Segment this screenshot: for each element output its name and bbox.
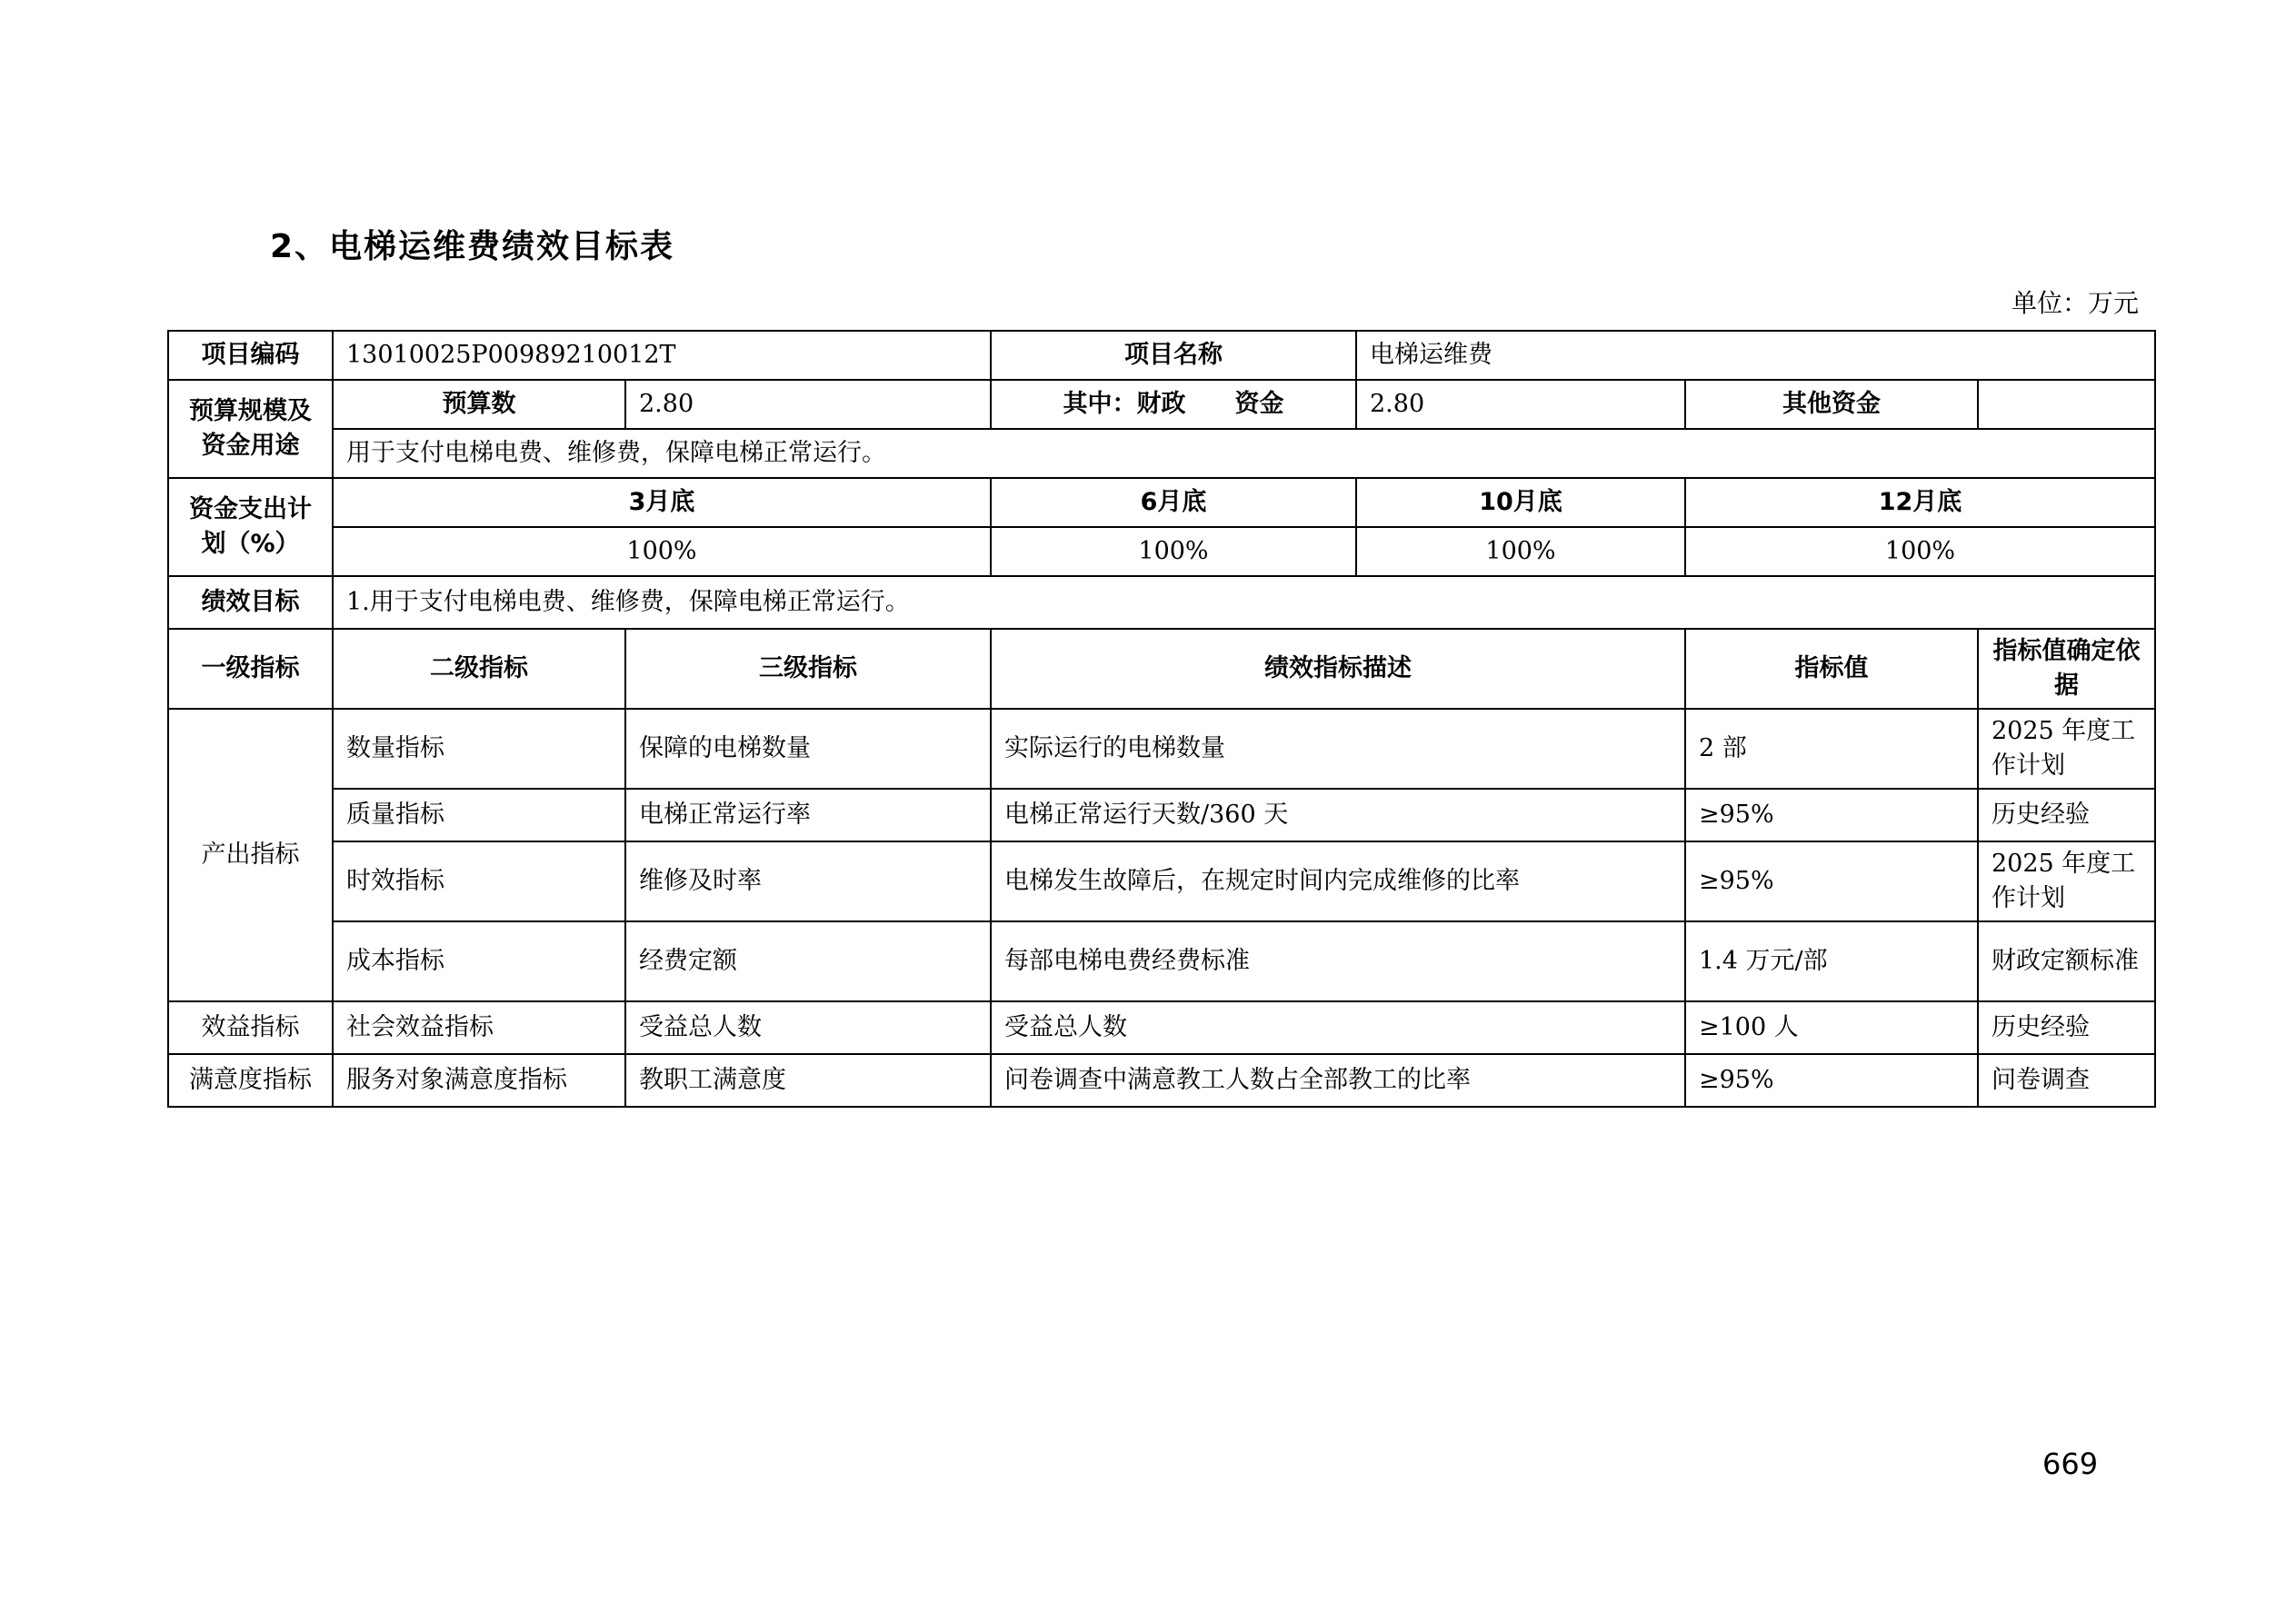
usage-row bbox=[168, 429, 2155, 478]
indicator-value: ≥95% bbox=[1685, 789, 1978, 841]
budget-row bbox=[168, 380, 2155, 429]
indicator-basis: 问卷调查 bbox=[1978, 1054, 2155, 1107]
performance-goal-label: 绩效目标 bbox=[168, 576, 333, 629]
level2-indicator: 数量指标 bbox=[333, 709, 625, 789]
plan-period: 3月底 bbox=[333, 478, 991, 527]
table-row bbox=[168, 1054, 2155, 1107]
plan-header-row bbox=[168, 478, 2155, 527]
plan-period: 6月底 bbox=[991, 478, 1356, 527]
table-row bbox=[168, 789, 2155, 841]
finance-funds: 2.80 bbox=[1356, 380, 1685, 429]
page-title: 2、电梯运维费绩效目标表 bbox=[270, 228, 675, 265]
column-header: 指标值 bbox=[1685, 629, 1978, 709]
plan-period: 10月底 bbox=[1356, 478, 1685, 527]
plan-value: 100% bbox=[333, 527, 991, 576]
column-header: 二级指标 bbox=[333, 629, 625, 709]
column-header: 三级指标 bbox=[625, 629, 991, 709]
indicator-basis: 2025 年度工作计划 bbox=[1978, 709, 2155, 789]
level1-indicator: 满意度指标 bbox=[168, 1054, 333, 1107]
budget-amount-label: 预算数 bbox=[333, 380, 625, 429]
indicator-description: 电梯发生故障后，在规定时间内完成维修的比率 bbox=[991, 841, 1685, 921]
indicator-value: ≥95% bbox=[1685, 841, 1978, 921]
indicator-description: 受益总人数 bbox=[991, 1001, 1685, 1054]
table-row bbox=[168, 921, 2155, 1001]
goal-row bbox=[168, 576, 2155, 629]
spending-plan-label: 资金支出计划（%） bbox=[168, 478, 333, 576]
budget-amount: 2.80 bbox=[625, 380, 991, 429]
performance-goal: 1.用于支付电梯电费、维修费，保障电梯正常运行。 bbox=[333, 576, 2155, 629]
page-number: 669 bbox=[2042, 1447, 2099, 1481]
indicator-basis: 历史经验 bbox=[1978, 1001, 2155, 1054]
level3-indicator: 电梯正常运行率 bbox=[625, 789, 991, 841]
column-header: 一级指标 bbox=[168, 629, 333, 709]
level2-indicator: 服务对象满意度指标 bbox=[333, 1054, 625, 1107]
table-row bbox=[168, 1001, 2155, 1054]
level2-indicator: 时效指标 bbox=[333, 841, 625, 921]
project-code: 13010025P00989210012T bbox=[333, 331, 991, 380]
indicator-value: ≥95% bbox=[1685, 1054, 1978, 1107]
level1-indicator: 产出指标 bbox=[168, 709, 333, 1001]
level3-indicator: 经费定额 bbox=[625, 921, 991, 1001]
performance-target-table bbox=[167, 330, 2156, 1108]
indicator-basis: 历史经验 bbox=[1978, 789, 2155, 841]
level3-indicator: 维修及时率 bbox=[625, 841, 991, 921]
indicator-basis: 财政定额标准 bbox=[1978, 921, 2155, 1001]
indicator-description: 电梯正常运行天数/360 天 bbox=[991, 789, 1685, 841]
plan-value: 100% bbox=[1685, 527, 2155, 576]
table-row bbox=[168, 709, 2155, 789]
indicator-description: 问卷调查中满意教工人数占全部教工的比率 bbox=[991, 1054, 1685, 1107]
table-row bbox=[168, 841, 2155, 921]
plan-value: 100% bbox=[1356, 527, 1685, 576]
project-row bbox=[168, 331, 2155, 380]
project-code-label: 项目编码 bbox=[168, 331, 333, 380]
indicator-value: 1.4 万元/部 bbox=[1685, 921, 1978, 1001]
project-name: 电梯运维费 bbox=[1356, 331, 2155, 380]
budget-label: 预算规模及资金用途 bbox=[168, 380, 333, 478]
fund-usage: 用于支付电梯电费、维修费，保障电梯正常运行。 bbox=[333, 429, 2155, 478]
level2-indicator: 成本指标 bbox=[333, 921, 625, 1001]
column-header: 指标值确定依据 bbox=[1978, 629, 2155, 709]
column-header: 绩效指标描述 bbox=[991, 629, 1685, 709]
plan-value-row bbox=[168, 527, 2155, 576]
indicator-description: 每部电梯电费经费标准 bbox=[991, 921, 1685, 1001]
indicator-description: 实际运行的电梯数量 bbox=[991, 709, 1685, 789]
finance-funds-label: 其中：财政 资金 bbox=[991, 380, 1356, 429]
plan-period: 12月底 bbox=[1685, 478, 2155, 527]
plan-value: 100% bbox=[991, 527, 1356, 576]
level2-indicator: 质量指标 bbox=[333, 789, 625, 841]
project-name-label: 项目名称 bbox=[991, 331, 1356, 380]
other-funds-label: 其他资金 bbox=[1685, 380, 1978, 429]
unit-label: 单位：万元 bbox=[2011, 288, 2139, 318]
indicator-basis: 2025 年度工作计划 bbox=[1978, 841, 2155, 921]
indicator-header-row bbox=[168, 629, 2155, 709]
other-funds bbox=[1978, 380, 2155, 429]
level2-indicator: 社会效益指标 bbox=[333, 1001, 625, 1054]
level1-indicator: 效益指标 bbox=[168, 1001, 333, 1054]
indicator-value: 2 部 bbox=[1685, 709, 1978, 789]
level3-indicator: 受益总人数 bbox=[625, 1001, 991, 1054]
level3-indicator: 教职工满意度 bbox=[625, 1054, 991, 1107]
level3-indicator: 保障的电梯数量 bbox=[625, 709, 991, 789]
indicator-value: ≥100 人 bbox=[1685, 1001, 1978, 1054]
